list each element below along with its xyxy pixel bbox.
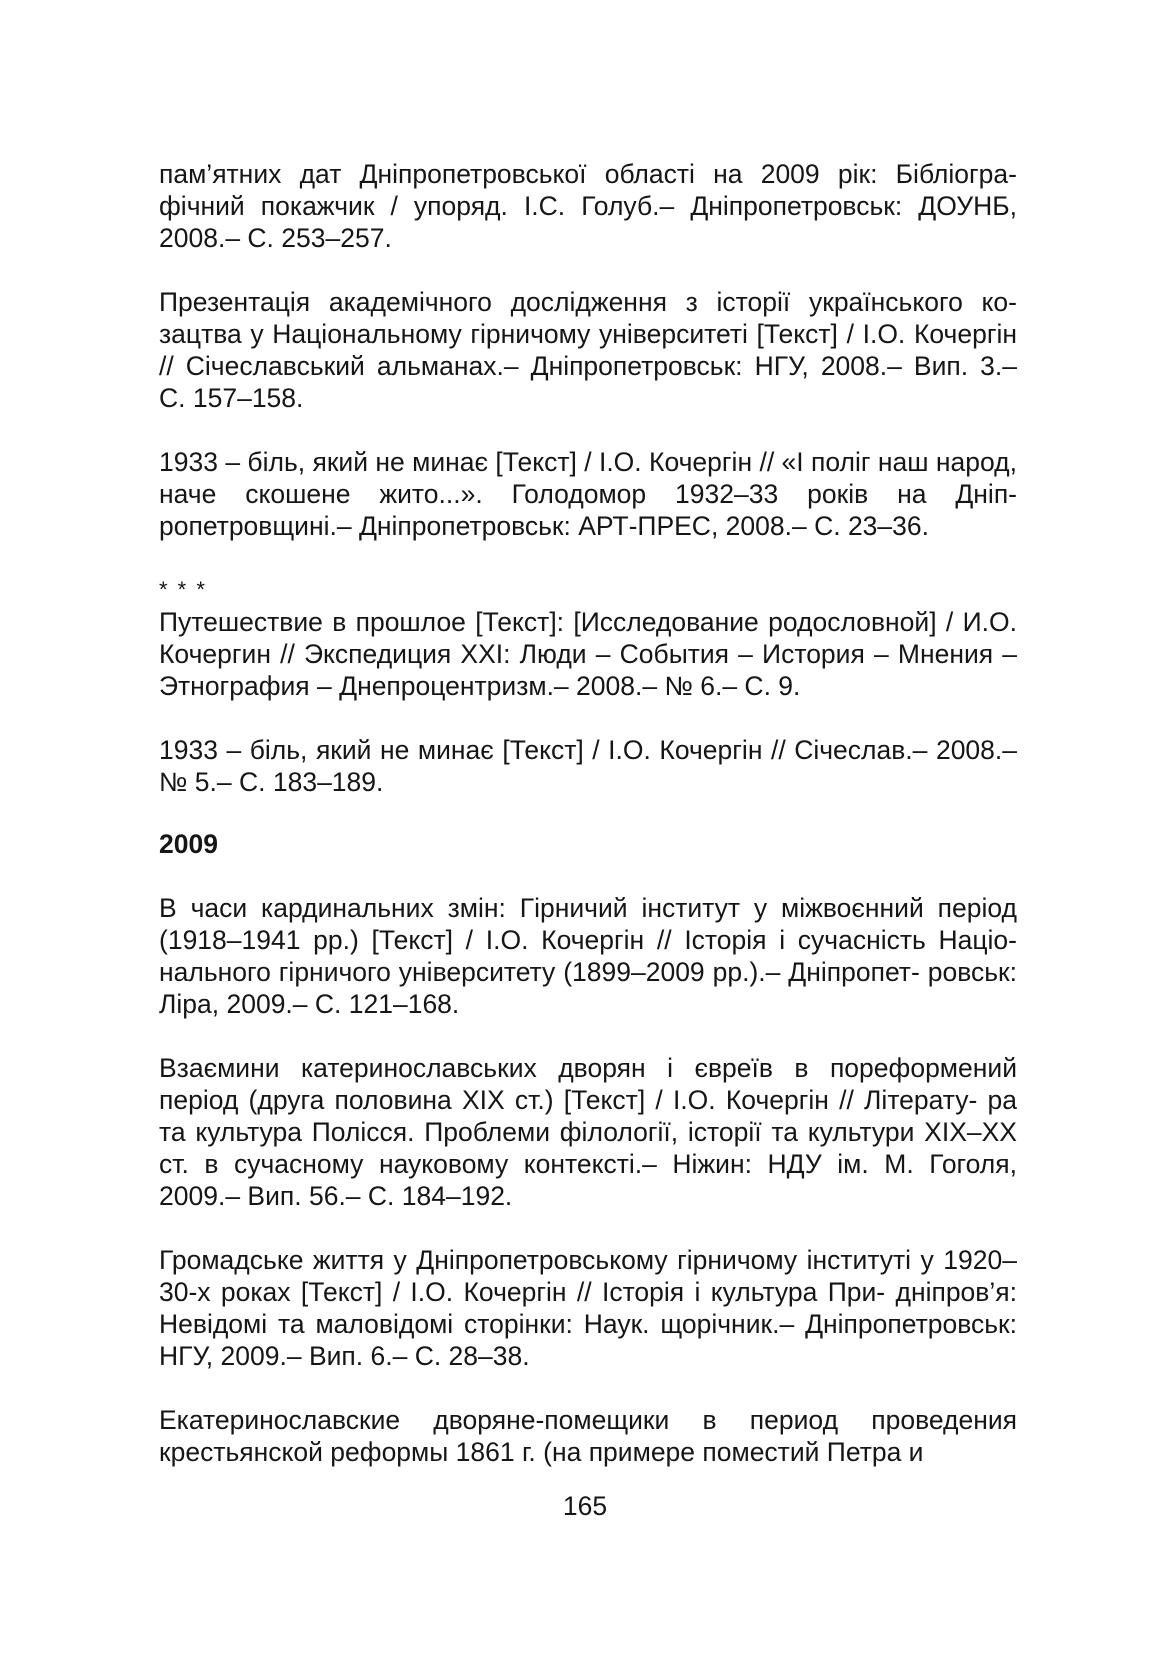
entry-line: крестьянской реформы 1861 г. (на примере поместий Петра и bbox=[159, 1437, 924, 1467]
bibliography-group-2009 bbox=[159, 892, 1017, 1468]
entry-line: Путешествие в прошлое [Текст]: [Исследование родословной] bbox=[159, 607, 937, 637]
entry-line: ропетровщині.– Дніпропетровськ: АРТ-ПРЕС, 2008.– С. 23–36. bbox=[159, 511, 930, 541]
entry-line: / И.О. Кочергин // Экспедиция XXI: Люди – События – История – bbox=[159, 607, 1017, 669]
entry-line: 1933 – біль, який не минає [Текст] / І.О. Кочергін // «І поліг наш bbox=[159, 447, 929, 477]
bibliography-entry bbox=[159, 734, 1017, 798]
entry-line: / І.О. Кочергін // Січеславський альманах.– Дніпропетровськ: НГУ, bbox=[159, 319, 1018, 381]
bibliography-entry bbox=[159, 1052, 1017, 1212]
bibliography-group-2008-ru bbox=[159, 606, 1017, 798]
entry-line: XIX–XX ст. в сучасному науковому контексті.– Ніжин: НДУ bbox=[159, 1117, 1017, 1179]
section-separator: * * * bbox=[159, 577, 207, 602]
entry-line: зацтва у Національному гірничому університеті [Текст] bbox=[159, 319, 838, 349]
bibliography-entry bbox=[159, 158, 1017, 254]
entry-line: фічний покажчик / упоряд. І.С. Голуб.– Дніпропетровськ: ДОУНБ, bbox=[159, 191, 1017, 221]
entry-line: Взаємини катеринославських дворян і євреїв в пореформений bbox=[159, 1053, 1017, 1083]
entry-line: (1918–1941 рр.) [Текст] / І.О. Кочергін // Історія і сучасність Націо- bbox=[159, 925, 1017, 955]
entry-line: В часи кардинальних змін: Гірничий інститут у міжвоєнний період bbox=[159, 893, 1017, 923]
entry-line: 1933 – біль, який не минає [Текст] / І.О. Кочергін // Січеслав.– bbox=[159, 735, 928, 765]
entry-line: нального гірничого університету (1899–2009 рр.).– Дніпропет- bbox=[159, 957, 920, 987]
document-page bbox=[159, 158, 1017, 1468]
bibliography-entry bbox=[159, 1244, 1017, 1372]
bibliography-entry bbox=[159, 286, 1017, 414]
entry-line: 2008.– С. 253–257. bbox=[159, 223, 392, 253]
entry-line: ровськ: Ліра, 2009.– С. 121–168. bbox=[159, 957, 1017, 1019]
year-heading: 2009 bbox=[159, 829, 218, 859]
entry-line: народ, наче скошене жито...». Голодомор 1932–33 років на Дніп- bbox=[159, 447, 1017, 509]
entry-line: Мнения – Этнография – Днепроцентризм.– 2008.– № 6.– С. 9. bbox=[159, 639, 1017, 701]
bibliography-group-2008-ua bbox=[159, 158, 1017, 542]
entry-line: період (друга половина XIX ст.) [Текст] / І.О. Кочергін // Літерату- bbox=[159, 1085, 978, 1115]
entry-line: пам’ятних дат Дніпропетровської області на 2009 рік: Бібліогра- bbox=[159, 159, 1017, 189]
entry-line: ім. М. Гоголя, 2009.– Вип. 56.– С. 184–192. bbox=[159, 1149, 1017, 1211]
entry-line: Екатеринославские дворяне-помещики в период проведения bbox=[159, 1405, 1017, 1435]
entry-line: Громадське життя у Дніпропетровському гірничому інституті у bbox=[159, 1245, 934, 1275]
page-number: 165 bbox=[562, 1491, 608, 1521]
entry-line: 1920–30-х роках [Текст] / І.О. Кочергін // Історія і культура При- bbox=[159, 1245, 1017, 1307]
entry-line: дніпров’я: Невідомі та маловідомі сторінки: Наук. щорічник.– bbox=[159, 1277, 1017, 1339]
entry-line: Презентація академічного дослідження з історії українського ко- bbox=[159, 287, 1017, 317]
bibliography-entry bbox=[159, 1404, 1017, 1468]
bibliography-entry bbox=[159, 606, 1017, 702]
entry-line: 2008.– Вип. 3.– С. 157–158. bbox=[159, 351, 1017, 413]
entry-line: 2008.– № 5.– С. 183–189. bbox=[159, 735, 1018, 797]
bibliography-entry bbox=[159, 446, 1017, 542]
bibliography-entry bbox=[159, 892, 1017, 1020]
entry-line: ра та культура Полісся. Проблеми філології, історії та культури bbox=[159, 1085, 1017, 1147]
entry-line: Дніпропетровськ: НГУ, 2009.– Вип. 6.– С. 28–38. bbox=[159, 1309, 1017, 1371]
